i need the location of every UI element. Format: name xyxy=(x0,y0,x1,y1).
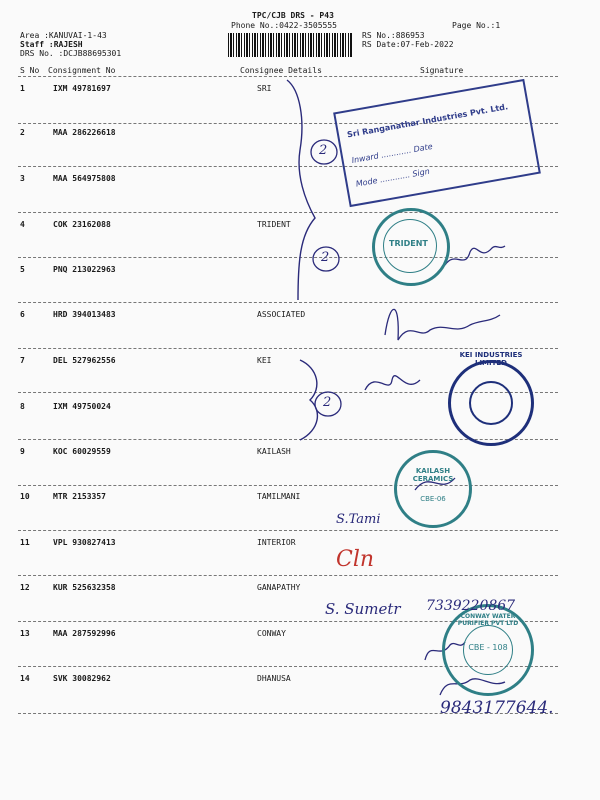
row-consignment: COK 23162088 xyxy=(53,220,111,229)
stamp-kailash-label: KAILASH CERAMICS xyxy=(412,467,454,483)
stamp-kailash xyxy=(394,450,472,528)
row-consignment: HRD 394013483 xyxy=(53,310,116,319)
row-divider xyxy=(18,257,558,258)
row-sno: 8 xyxy=(20,402,25,411)
drs-number: DRS No. :DCJB88695301 xyxy=(20,49,122,58)
row-consignment: KUR 525632358 xyxy=(53,583,116,592)
row-sno: 13 xyxy=(20,629,30,638)
staff-field: Staff :RAJESH xyxy=(20,40,83,49)
signature-interior: Cln xyxy=(336,547,375,572)
row-sno: 2 xyxy=(20,128,25,137)
row-consignment: VPL 930827413 xyxy=(53,538,116,547)
signature-ganapathy: S. Sumetr xyxy=(325,600,401,618)
stamp-ranganathar-name: Sri Ranganathar Industries Pvt. Ltd. xyxy=(346,102,509,140)
row-consignee: GANAPATHY xyxy=(257,583,301,592)
row-sno: 14 xyxy=(20,674,30,683)
row-sno: 6 xyxy=(20,310,25,319)
stamp-conway-label: CONWAY WATER PURIFIER PVT LTD xyxy=(457,613,519,627)
stamp-kei-label: KEI INDUSTRIES LIMITED xyxy=(459,351,523,367)
phone-number: Phone No.:0422-3505555 xyxy=(231,21,337,30)
row-divider xyxy=(18,348,558,349)
brace-rows-1-5 xyxy=(287,80,315,300)
rs-date: RS Date:07-Feb-2022 xyxy=(362,40,454,49)
stamp-kei xyxy=(448,351,534,446)
row-consignment: PNQ 213022963 xyxy=(53,265,116,274)
document-title: TPC/CJB DRS - P43 xyxy=(252,11,334,20)
col-header-consignment: Consignment No xyxy=(48,66,116,75)
signature-associated xyxy=(385,309,500,340)
row-consignee: ASSOCIATED xyxy=(257,310,306,319)
row-sno: 5 xyxy=(20,265,25,274)
col-header-signature: Signature xyxy=(420,66,464,75)
row-sno: 11 xyxy=(20,538,30,547)
stamp-inward-label: Inward ............ Date xyxy=(350,141,434,166)
row-consignment: MAA 564975808 xyxy=(53,174,116,183)
stamp-kailash-sub: CBE-06 xyxy=(420,495,446,503)
stamp-ranganathar xyxy=(333,79,541,207)
row-sno: 12 xyxy=(20,583,30,592)
row-sno: 3 xyxy=(20,174,25,183)
header-divider xyxy=(18,76,558,77)
row-consignee: KAILASH xyxy=(257,447,291,456)
row-divider xyxy=(18,302,558,303)
conway-phone: 9843177644. xyxy=(440,698,554,718)
row-consignment: MAA 287592996 xyxy=(53,629,116,638)
row-consignee: INTERIOR xyxy=(257,538,296,547)
barcode xyxy=(228,33,352,57)
row-sno: 7 xyxy=(20,356,25,365)
row-sno: 9 xyxy=(20,447,25,456)
row-consignee: KEI xyxy=(257,356,272,365)
row-sno: 4 xyxy=(20,220,25,229)
row-consignee: TRIDENT xyxy=(257,220,291,229)
signature-tamilmani: S.Tami xyxy=(336,512,381,527)
row-divider xyxy=(18,212,558,213)
stamp-trident xyxy=(372,208,450,286)
row-sno: 10 xyxy=(20,492,30,501)
row-consignee: TAMILMANI xyxy=(257,492,301,501)
row-divider xyxy=(18,485,558,486)
rs-number: RS No.:886953 xyxy=(362,31,425,40)
ganapathy-phone: 7339220867 xyxy=(426,598,516,614)
row-consignment: IXM 49781697 xyxy=(53,84,111,93)
row-sno: 1 xyxy=(20,84,25,93)
row-consignment: KOC 60029559 xyxy=(53,447,111,456)
row-divider xyxy=(18,530,558,531)
row-consignment: MAA 286226618 xyxy=(53,128,116,137)
col-header-sno: S No xyxy=(20,66,40,75)
mark-2-row5: 2 xyxy=(321,250,330,265)
row-consignee: CONWAY xyxy=(257,629,286,638)
brace-rows-7-8 xyxy=(300,360,317,440)
stamp-conway-sub: CBE - 108 xyxy=(468,643,508,652)
row-divider xyxy=(18,575,558,576)
signature-trident xyxy=(445,246,505,265)
stamp-mode-label: Mode ............ Sign xyxy=(355,166,431,189)
signature-kei xyxy=(365,376,420,390)
col-header-consignee: Consignee Details xyxy=(240,66,322,75)
mark-2-row2: 2 xyxy=(319,143,328,158)
row-consignment: DEL 527962556 xyxy=(53,356,116,365)
row-consignee: SRI xyxy=(257,84,272,93)
mark-2-row8: 2 xyxy=(323,395,332,410)
page-number: Page No.:1 xyxy=(452,21,501,30)
row-consignment: MTR 2153357 xyxy=(53,492,106,501)
area-field: Area :KANUVAI-1-43 xyxy=(20,31,107,40)
row-consignment: SVK 30082962 xyxy=(53,674,111,683)
row-consignment: IXM 49750024 xyxy=(53,402,111,411)
stamp-trident-label: TRIDENT xyxy=(389,239,428,248)
stamp-conway xyxy=(442,604,534,696)
row-consignee: DHANUSA xyxy=(257,674,291,683)
